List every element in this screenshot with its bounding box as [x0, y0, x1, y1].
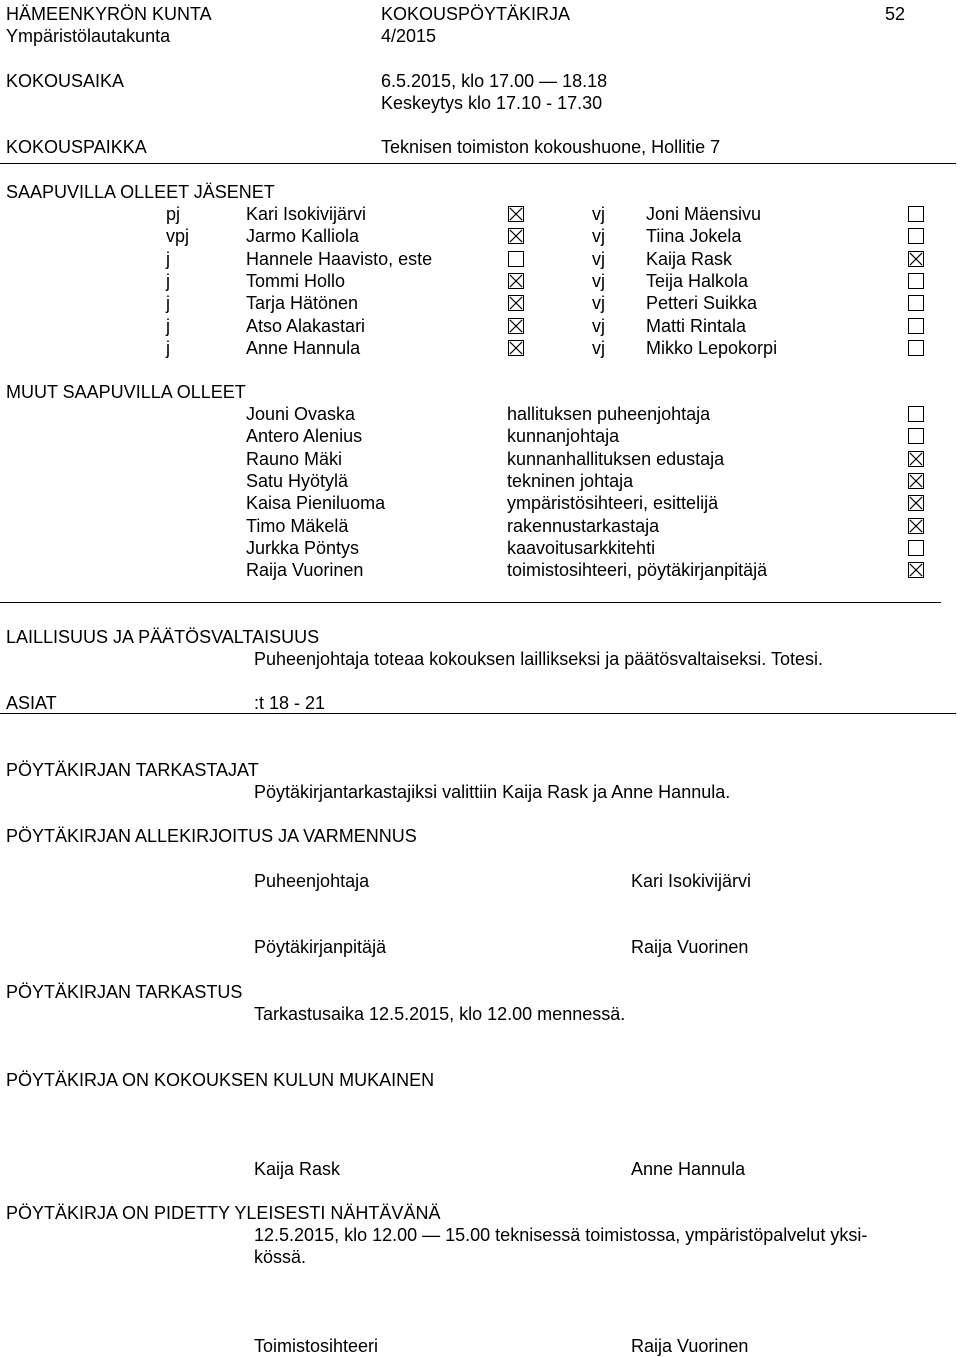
member-name: Tarja Hätönen — [246, 293, 359, 314]
deputy-role: vj — [592, 248, 605, 269]
deputy-present-checkbox — [908, 340, 924, 356]
public-text-line2: kössä. — [254, 1247, 307, 1267]
public-sign-label: Toimistosihteeri — [254, 1336, 379, 1356]
deputy-name: Matti Rintala — [646, 315, 747, 336]
attendee-title: hallituksen puheenjohtaja — [507, 404, 711, 424]
board-name: Ympäristölautakunta — [6, 26, 171, 46]
attendee-title: rakennustarkastaja — [507, 515, 660, 536]
meeting-place-value: Teknisen toimiston kokoushuone, Hollitie 7 — [381, 137, 721, 157]
member-present-checkbox — [508, 206, 524, 222]
chair-label: Puheenjohtaja — [254, 871, 370, 891]
attendee-present-checkbox — [908, 451, 924, 467]
deputy-name: Kaija Rask — [646, 248, 733, 269]
attendee-name: Timo Mäkelä — [246, 515, 349, 536]
inspectors-text: Pöytäkirjantarkastajiksi valittiin Kaija Rask ja Anne Hannula. — [254, 782, 731, 802]
attendee-present-checkbox — [908, 495, 924, 511]
inspector-signature-1: Kaija Rask — [254, 1159, 341, 1179]
attendee-name: Jurkka Pöntys — [246, 537, 360, 558]
member-role: vpj — [166, 226, 190, 247]
attendee-title: ympäristösihteeri, esittelijä — [507, 493, 719, 514]
member-role: j — [166, 315, 170, 336]
member-present-checkbox — [508, 251, 524, 267]
deputy-role: vj — [592, 293, 605, 314]
member-role: j — [166, 293, 170, 314]
attendee-title: kunnanhallituksen edustaja — [507, 448, 725, 469]
signing-title: PÖYTÄKIRJAN ALLEKIRJOITUS JA VARMENNUS — [6, 826, 417, 846]
attendee-present-checkbox — [908, 406, 924, 422]
attendee-present-checkbox — [908, 540, 924, 556]
others-divider — [0, 602, 941, 603]
member-present-checkbox — [508, 318, 524, 334]
deputy-name: Mikko Lepokorpi — [646, 337, 778, 358]
deputy-name: Petteri Suikka — [646, 293, 758, 314]
member-name: Kari Isokivijärvi — [246, 204, 367, 224]
course-title: PÖYTÄKIRJA ON KOKOUKSEN KULUN MUKAINEN — [6, 1070, 435, 1090]
inspectors-title: PÖYTÄKIRJAN TARKASTAJAT — [6, 760, 259, 780]
attendee-name: Satu Hyötylä — [246, 470, 349, 491]
issue-number: 4/2015 — [381, 26, 437, 46]
member-present-checkbox — [508, 340, 524, 356]
member-role: j — [166, 248, 170, 269]
member-name: Anne Hannula — [246, 337, 361, 358]
meeting-break-value: Keskeytys klo 17.10 - 17.30 — [381, 93, 603, 113]
public-text-line1: 12.5.2015, klo 12.00 — 15.00 teknisessä toimistossa, ympäristöpalvelut yksi- — [254, 1225, 868, 1245]
meeting-time-value: 6.5.2015, klo 17.00 — 18.18 — [381, 71, 608, 91]
member-present-checkbox — [508, 228, 524, 244]
deputy-role: vj — [592, 226, 605, 247]
deputy-name: Joni Mäensivu — [646, 204, 762, 224]
deputy-role: vj — [592, 337, 605, 358]
deputy-present-checkbox — [908, 295, 924, 311]
others-title: MUUT SAAPUVILLA OLLEET — [6, 382, 246, 402]
matters-value: :t 18 - 21 — [254, 693, 326, 713]
deputy-present-checkbox — [908, 206, 924, 222]
attendee-present-checkbox — [908, 428, 924, 444]
member-role: j — [166, 270, 170, 291]
secretary-label: Pöytäkirjanpitäjä — [254, 937, 387, 957]
attendee-title: tekninen johtaja — [507, 470, 634, 491]
inspection-title: PÖYTÄKIRJAN TARKASTUS — [6, 982, 243, 1002]
legality-text: Puheenjohtaja toteaa kokouksen laillikseksi ja päätösvaltaiseksi. Totesi. — [254, 649, 824, 669]
public-title: PÖYTÄKIRJA ON PIDETTY YLEISESTI NÄHTÄVÄNÄ — [6, 1203, 441, 1223]
deputy-role: vj — [592, 315, 605, 336]
attendee-name: Antero Alenius — [246, 426, 363, 447]
header-divider — [0, 163, 956, 164]
member-name: Jarmo Kalliola — [246, 226, 360, 247]
secretary-name: Raija Vuorinen — [631, 937, 749, 957]
attendee-present-checkbox — [908, 473, 924, 489]
deputy-role: vj — [592, 270, 605, 291]
deputy-present-checkbox — [908, 251, 924, 267]
member-role: pj — [166, 204, 181, 224]
document-type: KOKOUSPÖYTÄKIRJA — [381, 4, 571, 24]
matters-divider — [0, 713, 956, 714]
attendee-title: kaavoitusarkkitehti — [507, 537, 656, 558]
meeting-time-label: KOKOUSAIKA — [6, 71, 125, 91]
attendee-present-checkbox — [908, 562, 924, 578]
attendee-present-checkbox — [908, 518, 924, 534]
attendee-name: Rauno Mäki — [246, 448, 343, 469]
member-name: Hannele Haavisto, este — [246, 248, 433, 269]
legality-title: LAILLISUUS JA PÄÄTÖSVALTAISUUS — [6, 627, 320, 647]
deputy-present-checkbox — [908, 318, 924, 334]
member-present-checkbox — [508, 295, 524, 311]
inspection-text: Tarkastusaika 12.5.2015, klo 12.00 mennessä. — [254, 1004, 626, 1024]
inspector-signature-2: Anne Hannula — [631, 1159, 746, 1179]
member-name: Atso Alakastari — [246, 315, 366, 336]
deputy-present-checkbox — [908, 273, 924, 289]
member-present-checkbox — [508, 273, 524, 289]
chair-name: Kari Isokivijärvi — [631, 871, 752, 891]
members-title: SAAPUVILLA OLLEET JÄSENET — [6, 182, 275, 202]
page-number: 52 — [885, 4, 906, 24]
public-sign-name: Raija Vuorinen — [631, 1336, 749, 1356]
member-role: j — [166, 337, 170, 358]
attendee-name: Jouni Ovaska — [246, 404, 356, 424]
municipality-name: HÄMEENKYRÖN KUNTA — [6, 4, 212, 24]
attendee-name: Kaisa Pieniluoma — [246, 493, 386, 514]
attendee-title: toimistosihteeri, pöytäkirjanpitäjä — [507, 560, 768, 581]
attendee-title: kunnanjohtaja — [507, 426, 620, 447]
deputy-present-checkbox — [908, 228, 924, 244]
deputy-role: vj — [592, 204, 605, 224]
meeting-place-label: KOKOUSPAIKKA — [6, 137, 147, 157]
member-name: Tommi Hollo — [246, 270, 346, 291]
attendee-name: Raija Vuorinen — [246, 560, 364, 581]
deputy-name: Teija Halkola — [646, 270, 749, 291]
deputy-name: Tiina Jokela — [646, 226, 742, 247]
matters-label: ASIAT — [6, 693, 57, 713]
